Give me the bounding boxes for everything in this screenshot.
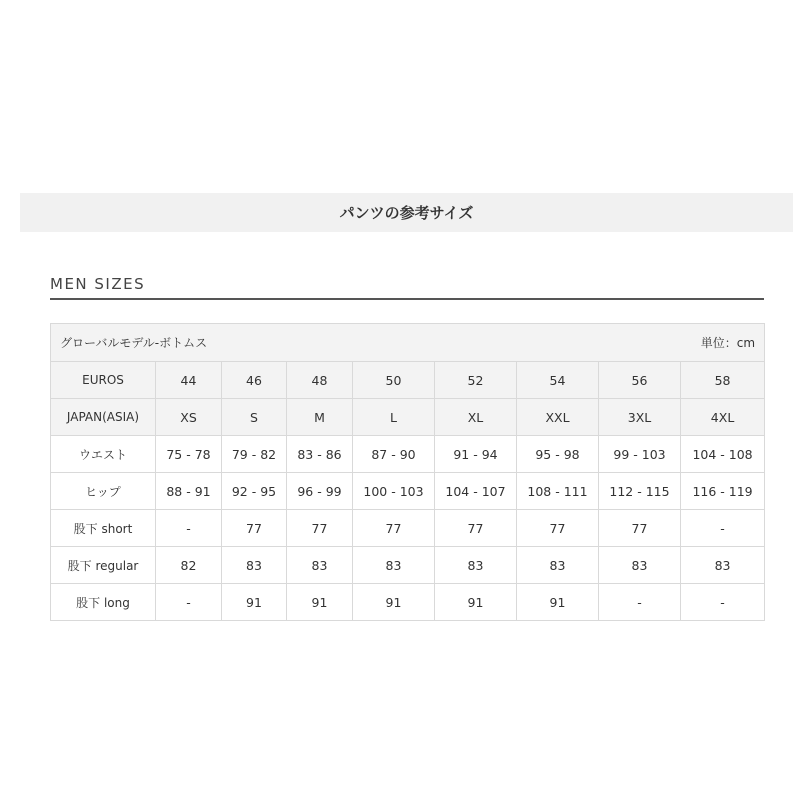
table-cell: 3XL [599, 399, 681, 436]
table-row [51, 510, 765, 547]
row-label: EUROS [51, 362, 156, 399]
table-cell: 83 - 86 [287, 436, 353, 473]
table-cell: 91 [287, 584, 353, 621]
table-cell: 77 [222, 510, 287, 547]
table-row [51, 473, 765, 510]
row-label: ウエスト [51, 436, 156, 473]
table-cell: S [222, 399, 287, 436]
unit-label: 単位：cm [700, 336, 756, 350]
table-cell: 100 - 103 [353, 473, 435, 510]
table-cell: 83 [353, 547, 435, 584]
table-cell: 83 [222, 547, 287, 584]
table-cell: 77 [287, 510, 353, 547]
row-label: JAPAN(ASIA) [51, 399, 156, 436]
row-label: ヒップ [51, 473, 156, 510]
table-cell: 96 - 99 [287, 473, 353, 510]
table-cell: 4XL [681, 399, 765, 436]
table-cell: 87 - 90 [353, 436, 435, 473]
table-cell: 108 - 111 [517, 473, 599, 510]
banner-title: パンツの参考サイズ [339, 204, 474, 222]
table-cell: 54 [517, 362, 599, 399]
table-cell: 77 [435, 510, 517, 547]
table-cell: 77 [599, 510, 681, 547]
table-cell: 48 [287, 362, 353, 399]
table-cell: L [353, 399, 435, 436]
table-cell: 77 [353, 510, 435, 547]
table-cell: 79 - 82 [222, 436, 287, 473]
table-cell: XS [156, 399, 222, 436]
table-row [51, 547, 765, 584]
table-row [51, 436, 765, 473]
row-label: 股下 regular [51, 547, 156, 584]
table-cell: 92 - 95 [222, 473, 287, 510]
table-cell: 91 [353, 584, 435, 621]
table-cell: - [681, 584, 765, 621]
page-banner [20, 193, 793, 232]
row-label: 股下 long [51, 584, 156, 621]
table-cell: 58 [681, 362, 765, 399]
table-cell: 83 [599, 547, 681, 584]
table-cell: 91 - 94 [435, 436, 517, 473]
table-cell: XXL [517, 399, 599, 436]
table-cell: 83 [681, 547, 765, 584]
table-cell: 50 [353, 362, 435, 399]
table-cell: 82 [156, 547, 222, 584]
table-row [51, 362, 765, 399]
section-title: MEN SIZES [50, 275, 764, 300]
table-cell: 52 [435, 362, 517, 399]
table-cell: 91 [435, 584, 517, 621]
table-cell: 83 [517, 547, 599, 584]
table-cell: 77 [517, 510, 599, 547]
table-cell: 91 [517, 584, 599, 621]
row-label: 股下 short [51, 510, 156, 547]
table-cell: - [681, 510, 765, 547]
table-cell: 95 - 98 [517, 436, 599, 473]
table-cell: 88 - 91 [156, 473, 222, 510]
table-row [51, 584, 765, 621]
table-row [51, 399, 765, 436]
table-cell: - [156, 584, 222, 621]
table-cell: 75 - 78 [156, 436, 222, 473]
table-cell: 44 [156, 362, 222, 399]
size-table [50, 323, 765, 621]
table-cell: 56 [599, 362, 681, 399]
table-cell: 116 - 119 [681, 473, 765, 510]
table-cell: 46 [222, 362, 287, 399]
table-cell: 104 - 107 [435, 473, 517, 510]
table-cell: 99 - 103 [599, 436, 681, 473]
table-cell: 104 - 108 [681, 436, 765, 473]
table-cell: 83 [435, 547, 517, 584]
table-cell: 91 [222, 584, 287, 621]
table-cell: M [287, 399, 353, 436]
table-cell: - [599, 584, 681, 621]
table-cell: XL [435, 399, 517, 436]
table-caption: グローバルモデル-ボトムス [60, 336, 208, 350]
table-cell: 83 [287, 547, 353, 584]
table-cell: 112 - 115 [599, 473, 681, 510]
table-cell: - [156, 510, 222, 547]
table-caption-row [51, 324, 765, 362]
